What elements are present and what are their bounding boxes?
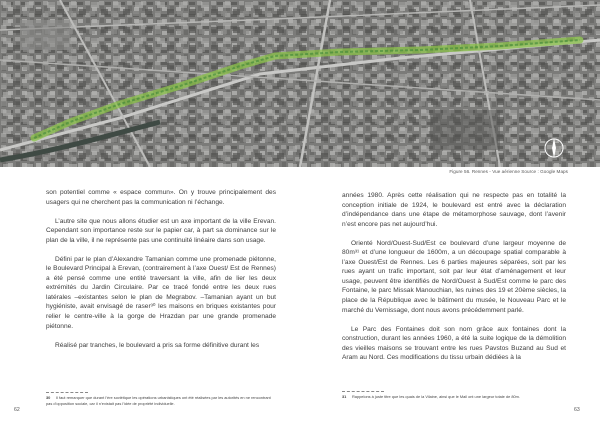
right-footnote-number: 31 bbox=[342, 394, 347, 399]
figure-caption: Figure 56. Rennes - Vue aérienne Source : Google Maps bbox=[449, 169, 568, 174]
left-footnote-text: Il faut remarquer que durant l’ère soviétique les opérations urbanistiques ont été réalisées par les autorités en ne rencontrant pas d’opposition sociale, car il n’existait pas l’idée de propriété individuelle. bbox=[46, 395, 271, 406]
page-number-left: 62 bbox=[14, 407, 20, 413]
left-footnote bbox=[46, 395, 278, 406]
right-text-column bbox=[342, 191, 566, 372]
left-paragraph-1: son potentiel comme « espace commun». On y trouve principalement des usagers qui ne cherchent pas la communication ni l’échange. bbox=[46, 189, 276, 206]
left-paragraph-4: Réalisé par tranches, le boulevard a pris sa forme définitive durant les bbox=[55, 341, 260, 349]
page-number-right: 63 bbox=[574, 407, 580, 413]
north-compass-icon bbox=[543, 137, 565, 159]
right-footnote bbox=[342, 394, 566, 400]
left-paragraph-3: Défini par le plan d’Alexandre Tamanian comme une promenade piétonne, le Boulevard Principal à Erevan, (contrairement à l’axe Ouest/ Est de Rennes) a été pensé comme une entité traversant la ville, afin de lier les deux extrémités du Jardin Circulaire. Par ce tracé fondé entre les deux rues latérales –existantes selon le plan de Megrabov. –Tamanian ayant un but hygiéniste, avait envisagé de raser³⁰ les maisons en briques existantes pour relier le centre-ville à la gorge de Hrazdan par une grande promenade piétonne. bbox=[46, 255, 276, 330]
left-text-column bbox=[46, 188, 276, 360]
left-footnote-number: 30 bbox=[46, 395, 51, 400]
right-footnote-rule bbox=[342, 391, 384, 392]
right-paragraph-2: Orienté Nord/Ouest-Sud/Est ce boulevard d’une largeur moyenne de 80m³¹ et d’une longueur de 1600m, a un découpage spatial comparable à l’axe Ouest/Est de Rennes. Les 6 parties majeures séparées, soit par les rues ayant un trafic important, soit par leur état d’aménagement et leur usage, peuvent être identifiés de Nord/Ouest à Sud/Est comme le parc des Fontaine, le parc Missak Manouchian, les ruines des 19 et 20ème siècles, la place de la République avec le bâtiment du musée, le Nouveau Parc et le marché du Vernissage, dont nous avons précédemment parlé. bbox=[342, 239, 566, 314]
aerial-photo bbox=[0, 0, 600, 167]
right-footnote-text: Rappelons à juste titre que les quais de la Vilaine, ainsi que le Mail ont une largeur totale de 80m. bbox=[352, 394, 520, 399]
left-footnote-rule bbox=[46, 392, 88, 393]
right-paragraph-1: années 1980. Après cette réalisation qui ne respecte pas en totalité la conception initiale de 1924, le boulevard est entré avec la déclaration d’indépendance dans une étape de métamorphose sauvage, dont l’avenir n’est encore pas net aujourd’hui. bbox=[342, 192, 566, 228]
right-paragraph-3: Le Parc des Fontaines doit son nom grâce aux fontaines dont la construction, durant les années 1960, a été la suite logique de la démolition des vieilles maisons se trouvant entre les rues Pavstos Buzand au Sud et Aram au Nord. Ces modifications du tissu urbain dédiées à la bbox=[342, 325, 566, 362]
green-corridor bbox=[0, 0, 600, 167]
left-paragraph-2: L’autre site que nous allons étudier est un axe important de la ville Erevan. Cependant son importance reste sur le papier car, à part sa dominance sur le plan de la ville, il ne représente pas une continuité linéaire dans son usage. bbox=[46, 217, 276, 244]
